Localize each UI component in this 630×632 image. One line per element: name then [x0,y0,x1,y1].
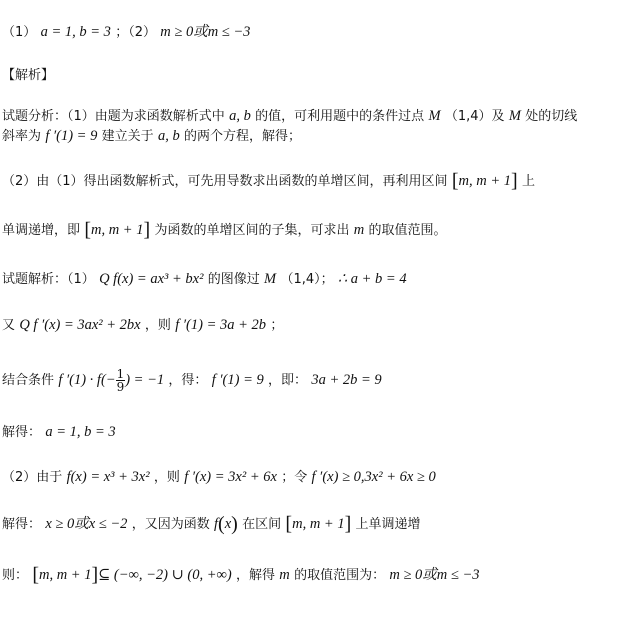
answer-line: （1） a = 1, b = 3 ；（2） m ≥ 0或m ≤ −3 [2,24,251,40]
solution-line-1: 试题解析：（1） Q f(x) = ax³ + bx² 的图像过 M （1,4）； ∴ a + b = 4 [2,271,407,287]
analysis-line-3: （2）由（1）得出函数解析式，可先用导数求出函数的单增区间，再利用区间 [m, m + 1] 上 [2,170,535,192]
analysis-heading: 【解析】 [2,68,55,83]
analysis-line-1: 试题分析：（1）由题为求函数解析式中 a, b 的值，可利用题中的条件过点 M （1,4）及 M 处的切线 [2,108,578,124]
analysis-line-2: 斜率为 f ′(1) = 9 建立关于 a, b 的两个方程，解得； [2,128,302,144]
solution-line-6: 解得： x ≥ 0或x ≤ −2 ，又因为函数 f(x) 在区间 [m, m + 1] 上单调递增 [2,513,421,535]
solution-line-5: （2）由于 f(x) = x³ + 3x² ，则 f ′(x) = 3x² + 6x ；令 f ′(x) ≥ 0,3x² + 6x ≥ 0 [2,469,436,485]
solution-line-3: 结合条件 f ′(1) · f(− $\frac{1}{9}$ ) = −1 ，得： f ′(1) = 9 ，即： 3a + 2b = 9 [2,367,382,394]
analysis-line-4: 单调递增，即 [m, m + 1] 为函数的单增区间的子集，可求出 m 的取值范围。 [2,219,447,241]
solution-line-2: 又 Q f ′(x) = 3ax² + 2bx ，则 f ′(1) = 3a + 2b ； [2,317,284,333]
fraction-one-ninth: $\frac{1}{9}$ [116,367,125,394]
solution-line-4: 解得： a = 1, b = 3 [2,424,116,440]
solution-line-7: 则： [m, m + 1]⊆ (−∞, −2) ∪ (0, +∞) ，解得 m 的取值范围为： m ≥ 0或m ≤ −3 [2,564,480,586]
